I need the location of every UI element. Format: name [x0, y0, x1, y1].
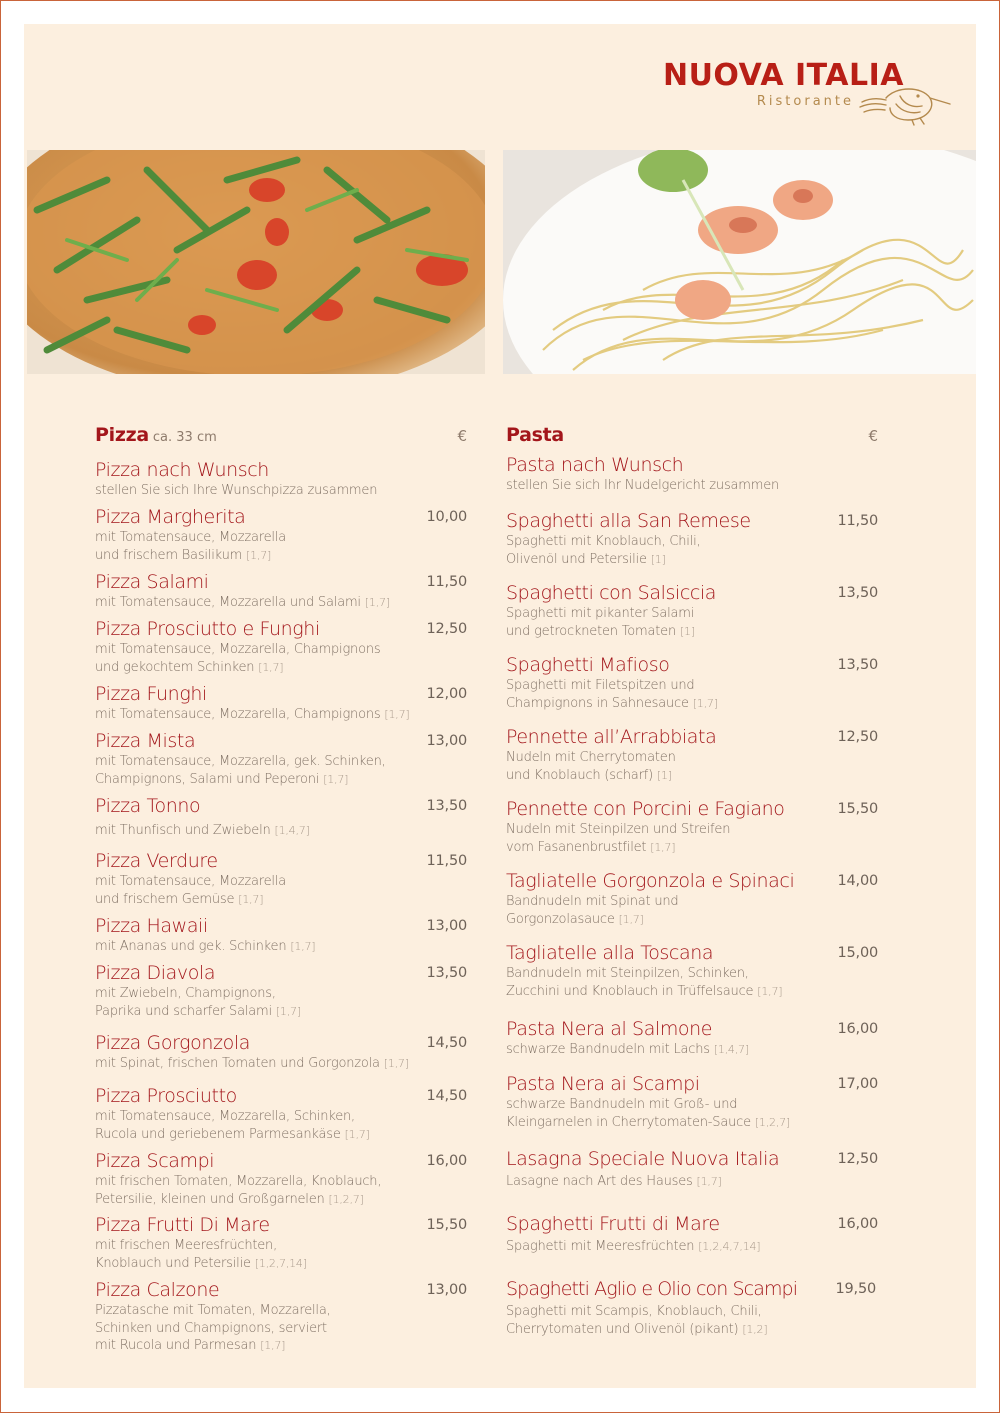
item-description: mit Tomatensauce, Mozzarella und frischem Basilikum [1,7] [95, 530, 286, 563]
item-description: Spaghetti mit Scampis, Knoblauch, Chili, Cherrytomaten und Olivenöl (pikant) [1,2] [506, 1304, 768, 1337]
item-price: 13,00 [426, 1282, 467, 1298]
menu-item [95, 505, 467, 564]
menu-item [95, 961, 467, 1020]
item-name: Pizza Diavola [95, 962, 216, 984]
menu-item [506, 1147, 878, 1191]
item-description: schwarze Bandnudeln mit Lachs [1,4,7] [506, 1042, 749, 1057]
item-name: Spaghetti Frutti di Mare [506, 1213, 720, 1235]
menu-item [506, 869, 878, 928]
menu-item [95, 1084, 467, 1143]
item-description: mit frischen Tomaten, Mozzarella, Knoblauch, Petersilie, kleinen und Großgarnelen [1,2,7] [95, 1174, 382, 1207]
allergen-codes: [1,4,7] [274, 824, 310, 837]
item-name: Pizza Margherita [95, 506, 246, 528]
menu-item [95, 849, 467, 908]
item-name: Pizza Hawaii [95, 915, 208, 937]
pasta-header [506, 424, 878, 450]
item-description: mit Tomatensauce, Mozzarella, Champignons [1,7] [95, 707, 410, 722]
item-description: mit Tomatensauce, Mozzarella und frischem Gemüse [1,7] [95, 874, 286, 907]
item-name: Pizza Mista [95, 730, 196, 752]
restaurant-logo [663, 60, 904, 118]
item-description: Spaghetti mit pikanter Salami und getrockneten Tomaten [1] [506, 606, 695, 639]
item-price: 12,50 [837, 729, 878, 745]
item-name: Pizza Verdure [95, 850, 218, 872]
item-description: schwarze Bandnudeln mit Groß- und Kleingarnelen in Cherrytomaten-Sauce [1,2,7] [506, 1097, 790, 1130]
item-price: 14,50 [426, 1088, 467, 1104]
menu-item [95, 1149, 467, 1208]
item-price: 19,50 [835, 1281, 876, 1297]
item-name: Pizza Funghi [95, 683, 207, 705]
menu-item [95, 570, 467, 612]
item-description: Lasagne nach Art des Hauses [1,7] [506, 1174, 722, 1189]
item-name: Pasta Nera al Salmone [506, 1018, 713, 1040]
allergen-codes: [1,2] [742, 1322, 768, 1336]
item-price: 14,00 [837, 873, 878, 889]
size-note: ca. 33 cm [152, 430, 217, 445]
allergen-codes: [1,7] [696, 1175, 722, 1188]
allergen-codes: [1] [679, 624, 695, 638]
menu-item [95, 729, 467, 788]
item-description: stellen Sie sich Ihr Nudelgericht zusammen [506, 478, 780, 493]
menu-item [506, 653, 878, 712]
allergen-codes: [1,2,7] [754, 1115, 790, 1129]
item-name: Pennette all’Arrabbiata [506, 726, 717, 748]
menu-item [506, 1017, 878, 1059]
section-title: Pasta [506, 424, 564, 446]
item-description: Pizzatasche mit Tomaten, Mozzarella, Schinken und Champignons, serviert mit Rucola und Parmesan [1,7] [95, 1303, 331, 1353]
item-description: mit Ananas und gek. Schinken [1,7] [95, 939, 316, 954]
item-description: Spaghetti mit Filetspitzen und Champignons in Sahnesauce [1,7] [506, 678, 718, 711]
item-price: 11,50 [426, 853, 467, 869]
allergen-codes: [1,7] [757, 984, 783, 998]
menu-item [95, 617, 467, 676]
allergen-codes: [1,7] [275, 1004, 301, 1018]
menu-item [95, 1031, 467, 1073]
item-name: Pizza Salami [95, 571, 209, 593]
menu-item [506, 1277, 878, 1338]
section-title: Pizza [95, 424, 149, 446]
item-description: stellen Sie sich Ihre Wunschpizza zusammen [95, 483, 378, 498]
item-price: 15,50 [837, 801, 878, 817]
logo-subtitle: Ristorante [756, 94, 854, 109]
menu-item [95, 458, 467, 500]
item-name: Pennette con Porcini e Fagiano [506, 798, 785, 820]
currency-label: € [457, 427, 467, 445]
item-description: Spaghetti mit Meeresfrüchten [1,2,4,7,14] [506, 1239, 761, 1254]
item-description: Nudeln mit Cherrytomaten und Knoblauch (scharf) [1] [506, 750, 676, 783]
menu-item [506, 1212, 878, 1256]
menu-item [95, 1278, 467, 1355]
item-name: Lasagna Speciale Nuova Italia [506, 1148, 780, 1170]
menu-item [506, 581, 878, 640]
item-description: mit frischen Meeresfrüchten, Knoblauch und Petersilie [1,2,7,14] [95, 1238, 307, 1271]
item-name: Pizza Gorgonzola [95, 1032, 250, 1054]
allergen-codes: [1] [650, 552, 666, 566]
item-price: 10,00 [426, 509, 467, 525]
item-price: 13,00 [426, 733, 467, 749]
pizza-photo [27, 150, 485, 374]
item-price: 13,50 [837, 657, 878, 673]
allergen-codes: [1,7] [692, 696, 718, 710]
currency-label: € [868, 427, 878, 445]
item-description: mit Zwiebeln, Champignons, Paprika und scharfer Salami [1,7] [95, 986, 301, 1019]
item-price: 14,50 [426, 1035, 467, 1051]
allergen-codes: [1,7] [258, 660, 284, 674]
menu-item [95, 682, 467, 724]
allergen-codes: [1,2,7,14] [254, 1256, 307, 1270]
item-price: 13,00 [426, 918, 467, 934]
logo-title: NUOVA ITALIA [662, 58, 904, 93]
pasta-photo [503, 150, 976, 374]
allergen-codes: [1,7] [323, 772, 349, 786]
menu-item [95, 914, 467, 956]
item-description: Spaghetti mit Knoblauch, Chili, Olivenöl und Petersilie [1] [506, 534, 701, 567]
item-price: 16,00 [837, 1216, 878, 1232]
item-description: Nudeln mit Steinpilzen und Streifen vom Fasanenbrustfilet [1,7] [506, 822, 731, 855]
item-price: 13,50 [426, 965, 467, 981]
item-name: Pizza Prosciutto [95, 1085, 237, 1107]
menu-item [506, 797, 878, 856]
item-description: mit Tomatensauce, Mozzarella, Champignons und gekochtem Schinken [1,7] [95, 642, 381, 675]
item-name: Pizza Prosciutto e Funghi [95, 618, 320, 640]
allergen-codes: [1,7] [650, 840, 676, 854]
item-price: 12,50 [837, 1151, 878, 1167]
item-price: 12,50 [426, 621, 467, 637]
item-price: 16,00 [837, 1021, 878, 1037]
menu-item [506, 941, 878, 1000]
item-name: Pizza Scampi [95, 1150, 215, 1172]
item-description: mit Tomatensauce, Mozzarella und Salami [1,7] [95, 595, 390, 610]
allergen-codes: [1,2,7] [328, 1192, 364, 1206]
item-name: Spaghetti con Salsiccia [506, 582, 717, 604]
allergen-codes: [1,4,7] [713, 1043, 749, 1056]
allergen-codes: [1,7] [344, 1127, 370, 1141]
menu-item [95, 1213, 467, 1272]
item-description: mit Thunfisch und Zwiebeln [1,4,7] [95, 823, 310, 838]
allergen-codes: [1,7] [260, 1339, 286, 1352]
allergen-codes: [1] [656, 768, 672, 782]
allergen-codes: [1,7] [290, 940, 316, 953]
item-price: 15,00 [837, 945, 878, 961]
item-description: Bandnudeln mit Spinat und Gorgonzolasauce [1,7] [506, 894, 679, 927]
item-name: Pasta Nera ai Scampi [506, 1073, 700, 1095]
menu-item [506, 1072, 878, 1131]
item-name: Pizza Tonno [95, 795, 201, 817]
allergen-codes: [1,7] [238, 892, 264, 906]
allergen-codes: [1,7] [383, 1057, 409, 1070]
item-name: Spaghetti alla San Remese [506, 510, 751, 532]
item-price: 17,00 [837, 1076, 878, 1092]
allergen-codes: [1,2,4,7,14] [698, 1240, 761, 1253]
item-price: 15,50 [426, 1217, 467, 1233]
allergen-codes: [1,7] [618, 912, 644, 926]
item-name: Spaghetti Mafioso [506, 654, 670, 676]
item-name: Pizza nach Wunsch [95, 459, 269, 481]
pizza-header [95, 424, 467, 450]
item-price: 13,50 [426, 798, 467, 814]
item-description: Bandnudeln mit Steinpilzen, Schinken, Zucchini und Knoblauch in Trüffelsauce [1,7] [506, 966, 783, 999]
menu-item [506, 725, 878, 784]
menu-item [95, 794, 467, 840]
item-price: 12,00 [426, 686, 467, 702]
allergen-codes: [1,7] [364, 596, 390, 609]
item-price: 13,50 [837, 585, 878, 601]
item-price: 16,00 [426, 1153, 467, 1169]
item-name: Spaghetti Aglio e Olio con Scampi [506, 1278, 798, 1300]
allergen-codes: [1,7] [384, 708, 410, 721]
menu-item [506, 509, 878, 568]
item-price: 11,50 [426, 574, 467, 590]
item-description: mit Tomatensauce, Mozzarella, gek. Schinken, Champignons, Salami und Peperoni [1,7] [95, 754, 386, 787]
menu-item [506, 453, 878, 495]
item-description: mit Spinat, frischen Tomaten und Gorgonzola [1,7] [95, 1056, 409, 1071]
item-name: Pizza Frutti Di Mare [95, 1214, 270, 1236]
item-name: Pizza Calzone [95, 1279, 220, 1301]
shrimp-logo-icon [856, 84, 952, 126]
allergen-codes: [1,7] [246, 548, 272, 562]
item-price: 11,50 [837, 513, 878, 529]
item-name: Tagliatelle Gorgonzola e Spinaci [506, 870, 795, 892]
item-description: mit Tomatensauce, Mozzarella, Schinken, Rucola und geriebenem Parmesankäse [1,7] [95, 1109, 370, 1142]
item-name: Pasta nach Wunsch [506, 454, 684, 476]
item-name: Tagliatelle alla Toscana [506, 942, 714, 964]
